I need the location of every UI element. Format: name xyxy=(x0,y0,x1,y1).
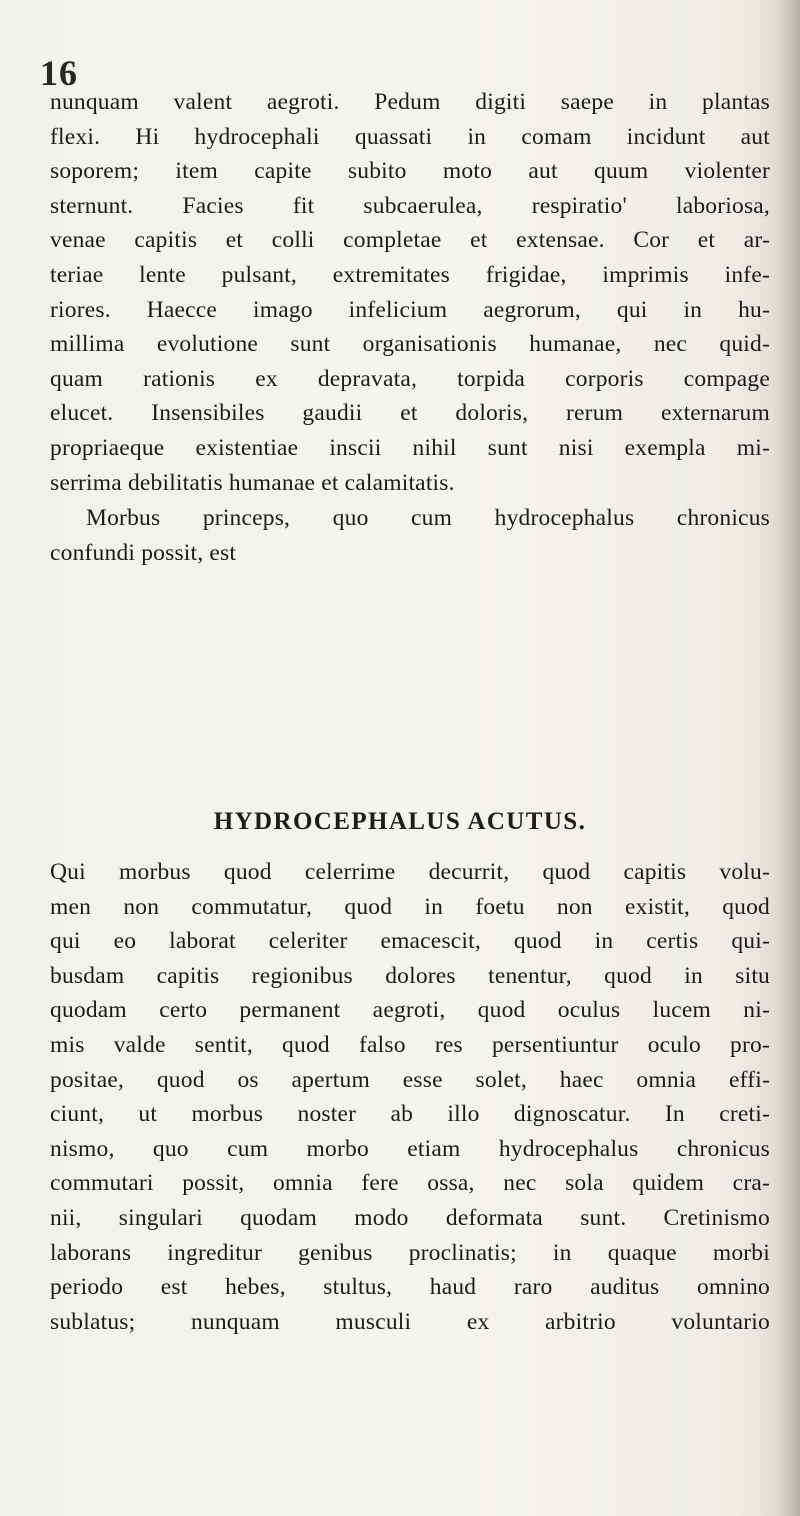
text-line: nismo, quo cum morbo etiam hydrocephalus chronicus xyxy=(50,1135,770,1162)
text-line: qui eo laborat celeriter emacescit, quod in certis qui- xyxy=(50,928,770,955)
text-line: flexi. Hi hydrocephali quassati in comam incidunt aut xyxy=(50,123,770,150)
text-line: soporem; item capite subito moto aut quum violenter xyxy=(50,158,770,185)
text-line: men non commutatur, quod in foetu non existit, quod xyxy=(50,893,770,920)
text-line: elucet. Insensibiles gaudii et doloris, rerum externarum xyxy=(50,400,770,427)
text-line: quam rationis ex depravata, torpida corporis compage xyxy=(50,365,770,392)
text-line: periodo est hebes, stultus, haud raro auditus omnino xyxy=(50,1274,770,1301)
text-line: Qui morbus quod celerrime decurrit, quod capitis volu- xyxy=(50,859,770,885)
text-line: nii, singulari quodam modo deformata sunt. Cretinismo xyxy=(50,1204,770,1231)
text-line: nunquam valent aegroti. Pedum digiti saepe in plantas xyxy=(50,89,770,115)
text-line: quodam certo permanent aegroti, quod oculus lucem ni- xyxy=(50,997,770,1024)
page-number: 16 xyxy=(40,53,78,93)
paragraph-2 xyxy=(50,501,770,570)
section-heading: HYDROCEPHALUS ACUTUS. xyxy=(213,808,587,835)
text-line: Morbus princeps, quo cum hydrocephalus chronicus xyxy=(86,505,770,531)
text-line: laborans ingreditur genibus proclinatis; in quaque morbi xyxy=(50,1239,770,1266)
text-line: mis valde sentit, quod falso res persentiuntur oculo pro- xyxy=(50,1031,770,1058)
page-edge-shadow xyxy=(772,0,800,1516)
text-line: teriae lente pulsant, extremitates frigidae, imprimis infe- xyxy=(50,261,770,288)
text-line: confundi possit, est xyxy=(50,539,237,566)
text-line: millima evolutione sunt organisationis humanae, nec quid- xyxy=(50,331,770,358)
paragraph-1 xyxy=(50,85,770,500)
text-line: commutari possit, omnia fere ossa, nec sola quidem cra- xyxy=(50,1170,770,1197)
text-line: busdam capitis regionibus dolores tenentur, quod in situ xyxy=(50,962,770,989)
text-line: positae, quod os apertum esse solet, haec omnia effi- xyxy=(50,1066,770,1093)
text-line: riores. Haecce imago infelicium aegrorum, qui in hu- xyxy=(50,296,770,323)
text-line: ciunt, ut morbus noster ab illo dignoscatur. In creti- xyxy=(50,1101,770,1128)
text-line: propriaeque existentiae inscii nihil sunt nisi exempla mi- xyxy=(50,434,770,461)
text-line: venae capitis et colli completae et extensae. Cor et ar- xyxy=(50,227,770,254)
text-line: sublatus; nunquam musculi ex arbitrio voluntario xyxy=(50,1308,770,1335)
text-line: serrima debilitatis humanae et calamitatis. xyxy=(50,469,455,496)
paragraph-3 xyxy=(50,855,770,1339)
text-line: sternunt. Facies fit subcaerulea, respiratio' laboriosa, xyxy=(50,192,770,219)
